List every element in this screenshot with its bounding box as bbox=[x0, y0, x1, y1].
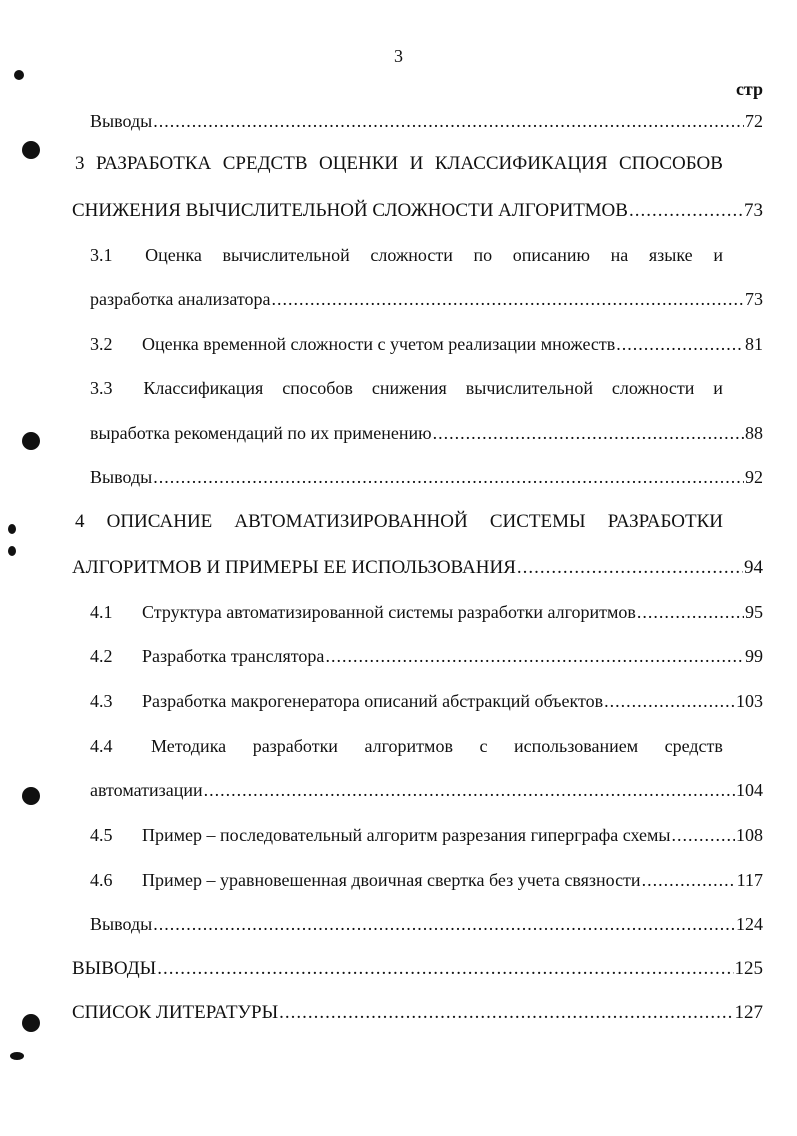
toc-entry-title: ВЫВОДЫ bbox=[72, 958, 157, 979]
section-number: 4.4 bbox=[90, 736, 113, 756]
toc-entry-title: Пример – уравновешенная двоичная свертка без учета связности bbox=[142, 870, 641, 890]
heading-word: снижения bbox=[371, 378, 447, 398]
toc-entry-page: 88 bbox=[745, 423, 763, 443]
page-number: 3 bbox=[394, 46, 403, 66]
heading-word: и bbox=[713, 245, 723, 265]
toc-entry-title: Выводы bbox=[90, 111, 153, 131]
heading-word: вычислительной bbox=[222, 245, 350, 265]
leader-dots bbox=[672, 825, 735, 846]
leader-dots bbox=[271, 289, 744, 310]
toc-entry-number: 4.1 bbox=[90, 602, 113, 622]
leader-dots bbox=[517, 557, 743, 579]
heading-word: И bbox=[409, 153, 424, 174]
leader-dots bbox=[433, 423, 744, 444]
heading-word: на bbox=[610, 245, 629, 265]
leader-dots bbox=[153, 111, 744, 132]
heading-word: РАЗРАБОТКИ bbox=[607, 511, 723, 532]
toc-entry-ch2-conclusions bbox=[90, 111, 763, 132]
leader-dots bbox=[279, 1002, 733, 1024]
toc-entry-title: Структура автоматизированной системы разработки алгоритмов bbox=[142, 602, 636, 622]
toc-entry-page: 125 bbox=[734, 958, 763, 979]
margin-dot bbox=[22, 787, 40, 805]
heading-word: способов bbox=[282, 378, 353, 398]
toc-entry-section-4-5 bbox=[90, 825, 763, 846]
toc-entry-title: Выводы bbox=[90, 914, 153, 934]
heading-word: средств bbox=[664, 736, 723, 756]
margin-dot bbox=[22, 141, 40, 159]
heading-word: по bbox=[473, 245, 493, 265]
heading-word: вычислительной bbox=[465, 378, 593, 398]
toc-entry-title: СПИСОК ЛИТЕРАТУРЫ bbox=[72, 1002, 279, 1023]
toc-entry-page: 127 bbox=[734, 1002, 763, 1023]
toc-entry-page: 73 bbox=[744, 200, 763, 221]
toc-entry-page: 103 bbox=[736, 691, 763, 711]
toc-entry-page: 104 bbox=[736, 780, 763, 800]
toc-entry-section-3-3 bbox=[90, 423, 763, 444]
toc-entry-references bbox=[72, 1002, 763, 1024]
heading-word: описанию bbox=[512, 245, 590, 265]
toc-entry-ch3-conclusions bbox=[90, 467, 763, 488]
leader-dots bbox=[325, 646, 744, 667]
margin-dot bbox=[8, 546, 16, 556]
chapter-number: 4 bbox=[75, 511, 85, 532]
toc-entry-section-4-2 bbox=[90, 646, 763, 667]
toc-entry-section-3-1 bbox=[90, 289, 763, 310]
toc-section-3-1-heading bbox=[90, 245, 723, 266]
toc-entry-chapter-4 bbox=[72, 557, 763, 579]
heading-word: и bbox=[713, 378, 723, 398]
toc-entry-section-4-6 bbox=[90, 870, 763, 891]
toc-entry-page: 124 bbox=[736, 914, 763, 934]
section-number: 3.3 bbox=[90, 378, 113, 398]
toc-entry-number: 4.3 bbox=[90, 691, 113, 711]
toc-entry-title: Выводы bbox=[90, 467, 153, 487]
toc-entry-title: Пример – последовательный алгоритм разрезания гиперграфа схемы bbox=[142, 825, 671, 845]
heading-word: сложности bbox=[611, 378, 695, 398]
heading-word: алгоритмов bbox=[364, 736, 453, 756]
toc-entry-page: 108 bbox=[736, 825, 763, 845]
toc-entry-page: 94 bbox=[744, 557, 763, 578]
toc-entry-page: 95 bbox=[745, 602, 763, 622]
heading-word: ОЦЕНКИ bbox=[318, 153, 399, 174]
toc-entry-page: 81 bbox=[745, 334, 763, 354]
leader-dots bbox=[204, 780, 735, 801]
toc-entry-section-4-4 bbox=[90, 780, 763, 801]
toc-entry-page: 92 bbox=[745, 467, 763, 487]
margin-dot bbox=[14, 70, 24, 80]
toc-entry-ch4-conclusions bbox=[90, 914, 763, 935]
toc-entry-number: 4.6 bbox=[90, 870, 113, 890]
toc-entry-page: 72 bbox=[745, 111, 763, 131]
margin-dot bbox=[22, 432, 40, 450]
toc-section-4-4-heading bbox=[90, 736, 723, 757]
heading-word: СРЕДСТВ bbox=[222, 153, 308, 174]
toc-entry-number: 4.2 bbox=[90, 646, 113, 666]
toc-chapter-4-heading bbox=[75, 511, 723, 533]
chapter-number: 3 bbox=[75, 153, 85, 174]
leader-dots bbox=[153, 467, 744, 488]
toc-entry-number: 3.2 bbox=[90, 334, 113, 354]
toc-entry-section-4-1 bbox=[90, 602, 763, 623]
leader-dots bbox=[642, 870, 736, 891]
toc-entry-title: СНИЖЕНИЯ ВЫЧИСЛИТЕЛЬНОЙ СЛОЖНОСТИ АЛГОРИТМОВ bbox=[72, 200, 628, 221]
toc-section-3-3-heading bbox=[90, 378, 723, 399]
margin-dot bbox=[8, 524, 16, 534]
heading-word: Методика bbox=[151, 736, 227, 756]
toc-entry-page: 117 bbox=[736, 870, 763, 890]
page-column-label: стр bbox=[735, 79, 763, 99]
leader-dots bbox=[153, 914, 735, 935]
leader-dots bbox=[616, 334, 744, 355]
toc-entry-page: 73 bbox=[745, 289, 763, 309]
leader-dots bbox=[637, 602, 744, 623]
heading-word: языке bbox=[648, 245, 693, 265]
toc-entry-title: выработка рекомендаций по их применению bbox=[90, 423, 432, 443]
margin-dot bbox=[10, 1052, 24, 1060]
heading-word: РАЗРАБОТКА bbox=[95, 153, 212, 174]
toc-entry-chapter-3 bbox=[72, 200, 763, 222]
heading-word: ОПИСАНИЕ bbox=[106, 511, 213, 532]
toc-entry-number: 4.5 bbox=[90, 825, 113, 845]
toc-entry-title: АЛГОРИТМОВ И ПРИМЕРЫ ЕЕ ИСПОЛЬЗОВАНИЯ bbox=[72, 557, 516, 578]
heading-word: сложности bbox=[370, 245, 453, 265]
toc-chapter-3-heading bbox=[75, 153, 723, 175]
heading-word: Оценка bbox=[145, 245, 202, 265]
toc-entry-title: разработка анализатора bbox=[90, 289, 271, 309]
toc-entry-title: Разработка макрогенератора описаний абстракций объектов bbox=[142, 691, 604, 711]
margin-dot bbox=[22, 1014, 40, 1032]
toc-entry-title: автоматизации bbox=[90, 780, 203, 800]
heading-word: СИСТЕМЫ bbox=[489, 511, 586, 532]
toc-entry-title: Оценка временной сложности с учетом реализации множеств bbox=[142, 334, 616, 354]
heading-word: КЛАССИФИКАЦИЯ bbox=[434, 153, 608, 174]
toc-entry-conclusions bbox=[72, 958, 763, 980]
leader-dots bbox=[629, 200, 743, 222]
toc-entry-section-4-3 bbox=[90, 691, 763, 712]
heading-word: Классификация bbox=[143, 378, 264, 398]
toc-entry-title: Разработка транслятора bbox=[142, 646, 325, 666]
heading-word: с bbox=[479, 736, 488, 756]
heading-word: СПОСОБОВ bbox=[619, 153, 723, 174]
heading-word: АВТОМАТИЗИРОВАННОЙ bbox=[234, 511, 468, 532]
heading-word: разработки bbox=[252, 736, 338, 756]
leader-dots bbox=[157, 958, 733, 980]
toc-entry-page: 99 bbox=[745, 646, 763, 666]
toc-entry-section-3-2 bbox=[90, 334, 763, 355]
heading-word: использованием bbox=[514, 736, 639, 756]
leader-dots bbox=[604, 691, 735, 712]
section-number: 3.1 bbox=[90, 245, 113, 265]
